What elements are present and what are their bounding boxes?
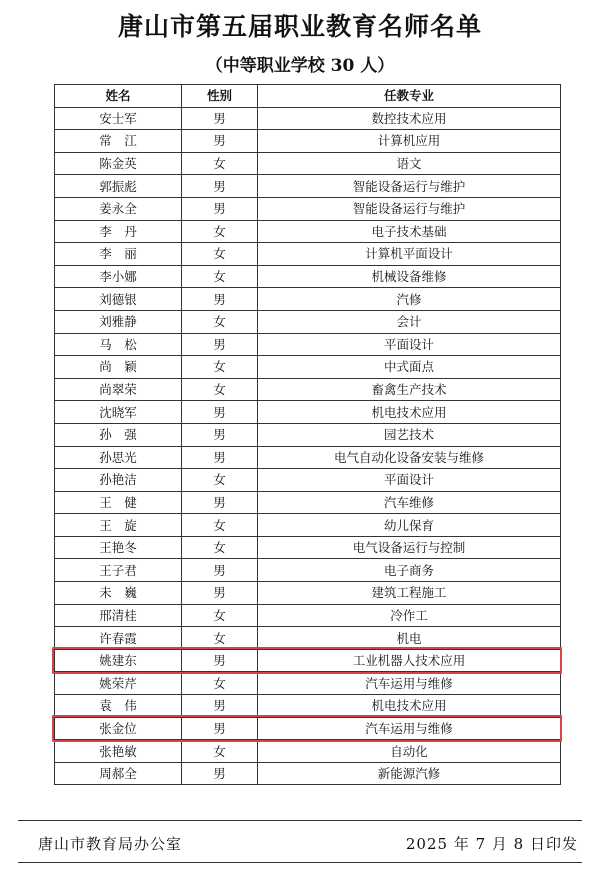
cell-name: 刘雅静 <box>55 310 182 333</box>
cell-major: 中式面点 <box>258 356 561 379</box>
table-row <box>55 152 561 175</box>
cell-major: 平面设计 <box>258 333 561 356</box>
cell-gender: 男 <box>182 107 258 130</box>
cell-name: 安士军 <box>55 107 182 130</box>
cell-major: 会计 <box>258 310 561 333</box>
cell-gender: 男 <box>182 649 258 672</box>
footer-top-rule <box>18 820 582 821</box>
cell-name: 王子君 <box>55 559 182 582</box>
cell-gender: 女 <box>182 152 258 175</box>
teacher-roster-table <box>54 84 561 785</box>
table-row <box>55 740 561 763</box>
cell-gender: 女 <box>182 378 258 401</box>
table-row <box>55 695 561 718</box>
table-row <box>55 220 561 243</box>
table-row <box>55 265 561 288</box>
cell-name: 马 松 <box>55 333 182 356</box>
table-row <box>55 717 561 740</box>
cell-name: 姚荣芹 <box>55 672 182 695</box>
cell-gender: 女 <box>182 536 258 559</box>
cell-major: 数控技术应用 <box>258 107 561 130</box>
cell-gender: 男 <box>182 333 258 356</box>
cell-major: 园艺技术 <box>258 423 561 446</box>
cell-major: 语文 <box>258 152 561 175</box>
cell-name: 郭振彪 <box>55 175 182 198</box>
cell-gender: 男 <box>182 423 258 446</box>
cell-name: 尚 颖 <box>55 356 182 379</box>
table-row <box>55 446 561 469</box>
cell-name: 孙艳洁 <box>55 469 182 492</box>
cell-gender: 女 <box>182 220 258 243</box>
cell-name: 李 丽 <box>55 243 182 266</box>
table-body <box>55 107 561 785</box>
table-row <box>55 649 561 672</box>
cell-gender: 男 <box>182 130 258 153</box>
cell-name: 李小娜 <box>55 265 182 288</box>
cell-name: 周郝全 <box>55 762 182 785</box>
cell-gender: 男 <box>182 582 258 605</box>
cell-gender: 男 <box>182 175 258 198</box>
cell-major: 畜禽生产技术 <box>258 378 561 401</box>
cell-major: 机电技术应用 <box>258 695 561 718</box>
cell-gender: 男 <box>182 401 258 424</box>
cell-name: 邢清桂 <box>55 604 182 627</box>
cell-gender: 女 <box>182 604 258 627</box>
table-row <box>55 243 561 266</box>
cell-gender: 女 <box>182 627 258 650</box>
cell-major: 新能源汽修 <box>258 762 561 785</box>
cell-name: 刘德银 <box>55 288 182 311</box>
table-row <box>55 197 561 220</box>
table-row <box>55 559 561 582</box>
cell-gender: 男 <box>182 446 258 469</box>
cell-gender: 女 <box>182 243 258 266</box>
cell-gender: 男 <box>182 695 258 718</box>
cell-name: 王 健 <box>55 491 182 514</box>
cell-name: 沈晓军 <box>55 401 182 424</box>
cell-name: 尚翠荣 <box>55 378 182 401</box>
cell-name: 李 丹 <box>55 220 182 243</box>
cell-major: 平面设计 <box>258 469 561 492</box>
table-row <box>55 514 561 537</box>
cell-name: 孙思光 <box>55 446 182 469</box>
cell-major: 机械设备维修 <box>258 265 561 288</box>
table-row <box>55 288 561 311</box>
cell-gender: 女 <box>182 469 258 492</box>
cell-gender: 男 <box>182 717 258 740</box>
cell-major: 建筑工程施工 <box>258 582 561 605</box>
document-title: 唐山市第五届职业教育名师名单 <box>117 12 482 41</box>
cell-name: 张艳敏 <box>55 740 182 763</box>
table-row <box>55 536 561 559</box>
header-major: 任教专业 <box>258 85 561 108</box>
cell-major: 计算机平面设计 <box>258 243 561 266</box>
cell-gender: 女 <box>182 672 258 695</box>
cell-gender: 男 <box>182 197 258 220</box>
cell-name: 陈金英 <box>55 152 182 175</box>
cell-major: 电子技术基础 <box>258 220 561 243</box>
cell-major: 冷作工 <box>258 604 561 627</box>
cell-major: 汽车运用与维修 <box>258 672 561 695</box>
table-row <box>55 378 561 401</box>
cell-major: 机电技术应用 <box>258 401 561 424</box>
cell-gender: 女 <box>182 356 258 379</box>
cell-major: 幼儿保育 <box>258 514 561 537</box>
cell-major: 自动化 <box>258 740 561 763</box>
cell-name: 姜永全 <box>55 197 182 220</box>
cell-gender: 女 <box>182 740 258 763</box>
table-row <box>55 672 561 695</box>
table-row <box>55 401 561 424</box>
table-row <box>55 627 561 650</box>
cell-major: 电气自动化设备安装与维修 <box>258 446 561 469</box>
document-subtitle: （中等职业学校 30 人） <box>205 56 395 76</box>
cell-major: 智能设备运行与维护 <box>258 175 561 198</box>
cell-gender: 男 <box>182 762 258 785</box>
cell-major: 电气设备运行与控制 <box>258 536 561 559</box>
cell-name: 孙 强 <box>55 423 182 446</box>
cell-major: 工业机器人技术应用 <box>258 649 561 672</box>
cell-name: 许春霞 <box>55 627 182 650</box>
header-name: 姓名 <box>55 85 182 108</box>
cell-major: 电子商务 <box>258 559 561 582</box>
table-row <box>55 356 561 379</box>
cell-major: 计算机应用 <box>258 130 561 153</box>
cell-name: 袁 伟 <box>55 695 182 718</box>
table-row <box>55 582 561 605</box>
cell-gender: 女 <box>182 514 258 537</box>
header-gender: 性别 <box>182 85 258 108</box>
table-row <box>55 175 561 198</box>
cell-name: 王艳冬 <box>55 536 182 559</box>
table-row <box>55 107 561 130</box>
cell-major: 汽车维修 <box>258 491 561 514</box>
table-header-row <box>55 85 561 108</box>
cell-name: 常 江 <box>55 130 182 153</box>
cell-name: 王 旋 <box>55 514 182 537</box>
footer-issuer: 唐山市教育局办公室 <box>38 835 183 853</box>
cell-major: 机电 <box>258 627 561 650</box>
footer-date: 2025 年 7 月 8 日印发 <box>405 835 578 853</box>
footer-bottom-rule <box>18 862 582 863</box>
cell-gender: 男 <box>182 288 258 311</box>
cell-major: 汽修 <box>258 288 561 311</box>
table-row <box>55 423 561 446</box>
table-row <box>55 130 561 153</box>
cell-name: 张金位 <box>55 717 182 740</box>
cell-major: 汽车运用与维修 <box>258 717 561 740</box>
cell-name: 未 巍 <box>55 582 182 605</box>
cell-name: 姚建东 <box>55 649 182 672</box>
cell-gender: 女 <box>182 310 258 333</box>
table-row <box>55 762 561 785</box>
table-row <box>55 333 561 356</box>
table-row <box>55 310 561 333</box>
cell-gender: 男 <box>182 559 258 582</box>
cell-gender: 男 <box>182 491 258 514</box>
table-row <box>55 604 561 627</box>
table-row <box>55 491 561 514</box>
table-row <box>55 469 561 492</box>
cell-major: 智能设备运行与维护 <box>258 197 561 220</box>
cell-gender: 女 <box>182 265 258 288</box>
